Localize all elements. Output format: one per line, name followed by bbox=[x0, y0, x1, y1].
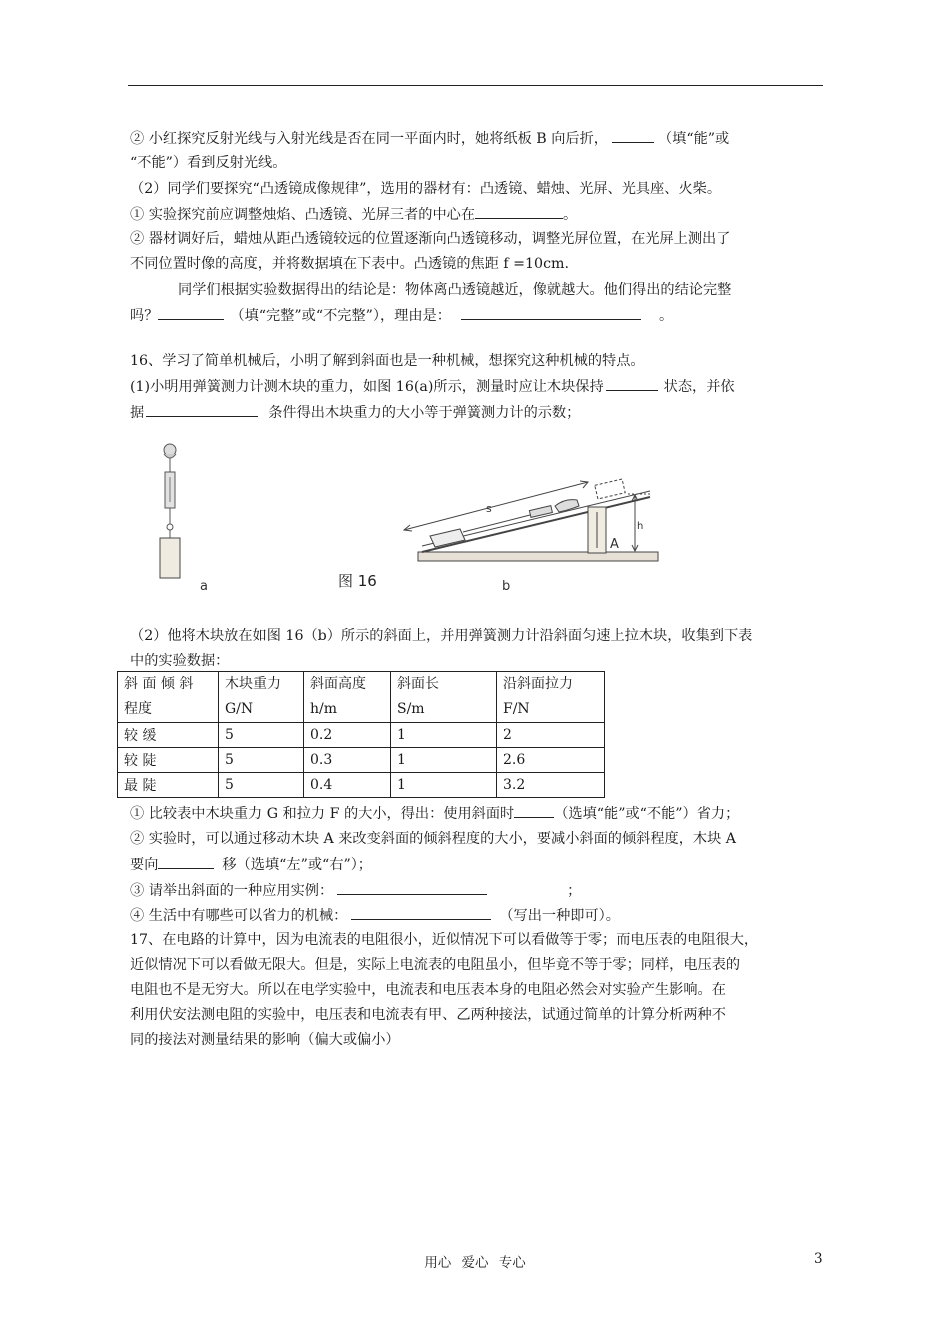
answer-blank[interactable] bbox=[612, 128, 654, 143]
table-cell: 2 bbox=[497, 723, 605, 748]
table-cell: 3.2 bbox=[497, 773, 605, 798]
table-cell: 1 bbox=[391, 748, 497, 773]
q16-sub-2b: 要向 移（选填“左”或“右”）； bbox=[130, 854, 830, 875]
q17-line-2: 近似情况下可以看做无限大。但是，实际上电流表的电阻虽小，但毕竟不等于零；同样，电压表的 bbox=[130, 957, 741, 973]
answer-blank[interactable] bbox=[514, 803, 554, 818]
q15-line-5: ② 器材调好后，蜡烛从距凸透镜较远的位置逐渐向凸透镜移动，调整光屏位置，在光屏上测出了 bbox=[130, 231, 731, 247]
q16-sub-1: ① 比较表中木块重力 G 和拉力 F 的大小，得出：使用斜面时 （选填“能”或“不能”）省力； bbox=[130, 803, 830, 824]
page-number: 3 bbox=[814, 1251, 823, 1267]
label-a: a bbox=[200, 579, 208, 594]
table-cell: 5 bbox=[219, 773, 304, 798]
answer-blank[interactable] bbox=[158, 305, 224, 320]
table-cell: 0.3 bbox=[304, 748, 391, 773]
answer-blank[interactable] bbox=[158, 854, 214, 869]
q15-line-2: “不能”）看到反射光线。 bbox=[130, 155, 287, 171]
q15-line-8: 吗？ （填“完整”或“不完整”），理由是： 。 bbox=[130, 305, 830, 326]
q15-line-1: ② 小红探究反射光线与入射光线是否在同一平面内时，她将纸板 B 向后折， （填“能”或 bbox=[130, 128, 830, 149]
table-row bbox=[118, 723, 605, 748]
table-row bbox=[118, 748, 605, 773]
figure-16 bbox=[130, 432, 670, 602]
header-cell: 沿斜面拉力 F/N bbox=[497, 672, 605, 723]
q15-line-4: ① 实验探究前应调整烛焰、凸透镜、光屏三者的中心在 。 bbox=[130, 204, 830, 225]
q16-sub-3: ③ 请举出斜面的一种应用实例： ； bbox=[130, 880, 830, 901]
q15-line-7: 同学们根据实验数据得出的结论是：物体离凸透镜越近，像就越大。他们得出的结论完整 bbox=[178, 282, 732, 298]
table-header-row bbox=[118, 672, 605, 723]
spring-scale-figure-a bbox=[160, 444, 180, 578]
q16-line-3: （2）他将木块放在如图 16（b）所示的斜面上，并用弹簧测力计沿斜面匀速上拉木块，收集到下表 bbox=[130, 628, 753, 644]
q15-line-6: 不同位置时像的高度，并将数据填在下表中。凸透镜的焦距 f =10cm. bbox=[130, 256, 569, 272]
q15-line-3: （2）同学们要探究“凸透镜成像规律”，选用的器材有：凸透镜、蜡烛、光屏、光具座、火柴。 bbox=[130, 181, 722, 197]
answer-blank[interactable] bbox=[475, 204, 563, 219]
q16-sub-4: ④ 生活中有哪些可以省力的机械： （写出一种即可）。 bbox=[130, 905, 830, 926]
answer-blank[interactable] bbox=[351, 905, 491, 920]
label-block-A: A bbox=[610, 537, 619, 552]
answer-blank[interactable] bbox=[146, 402, 258, 417]
footer-motto: 用心 爱心 专心 bbox=[424, 1255, 526, 1271]
table-cell: 较 缓 bbox=[118, 723, 219, 748]
q16-sub-2: ② 实验时，可以通过移动木块 A 来改变斜面的倾斜程度的大小，要减小斜面的倾斜程度，木块 A bbox=[130, 831, 737, 847]
label-b: b bbox=[502, 579, 511, 594]
answer-blank[interactable] bbox=[337, 880, 487, 895]
q16-line-2: 据 条件得出木块重力的大小等于弹簧测力计的示数； bbox=[130, 402, 830, 423]
inclined-plane-figure-b bbox=[404, 479, 658, 561]
label-h: h bbox=[637, 521, 644, 532]
q16-line-1: (1)小明用弹簧测力计测木块的重力，如图 16(a)所示，测量时应让木块保持 状态，并依 bbox=[130, 376, 830, 397]
table-cell: 最 陡 bbox=[118, 773, 219, 798]
table-cell: 1 bbox=[391, 723, 497, 748]
header-rule bbox=[128, 85, 823, 86]
q16-line-4: 中的实验数据： bbox=[130, 653, 230, 669]
figure-caption: 图 16 bbox=[338, 572, 377, 590]
header-cell: 斜 面 倾 斜 程度 bbox=[118, 672, 219, 723]
table-row bbox=[118, 773, 605, 798]
q17-line-3: 电阻也不是无穷大。所以在电学实验中，电流表和电压表本身的电阻必然会对实验产生影响。在 bbox=[130, 982, 726, 998]
q16-title: 16、学习了简单机械后，小明了解到斜面也是一种机械，想探究这种机械的特点。 bbox=[130, 353, 645, 369]
q17-line-4: 利用伏安法测电阻的实验中，电压表和电流表有甲、乙两种接法，试通过简单的计算分析两种不 bbox=[130, 1007, 726, 1023]
q17-line-1: 17、在电路的计算中，因为电流表的电阻很小，近似情况下可以看做等于零；而电压表的电阻很大， bbox=[130, 932, 759, 948]
table-cell: 2.6 bbox=[497, 748, 605, 773]
header-cell: 斜面高度 h/m bbox=[304, 672, 391, 723]
table-cell: 0.2 bbox=[304, 723, 391, 748]
header-cell: 斜面长 S/m bbox=[391, 672, 497, 723]
answer-blank[interactable] bbox=[461, 305, 641, 320]
answer-blank[interactable] bbox=[606, 376, 658, 391]
table-cell: 5 bbox=[219, 748, 304, 773]
table-cell: 0.4 bbox=[304, 773, 391, 798]
data-table bbox=[117, 671, 605, 798]
table-cell: 较 陡 bbox=[118, 748, 219, 773]
label-s: s bbox=[486, 502, 492, 515]
header-cell: 木块重力 G/N bbox=[219, 672, 304, 723]
q17-line-5: 同的接法对测量结果的影响（偏大或偏小） bbox=[130, 1032, 400, 1048]
table-cell: 5 bbox=[219, 723, 304, 748]
table-cell: 1 bbox=[391, 773, 497, 798]
